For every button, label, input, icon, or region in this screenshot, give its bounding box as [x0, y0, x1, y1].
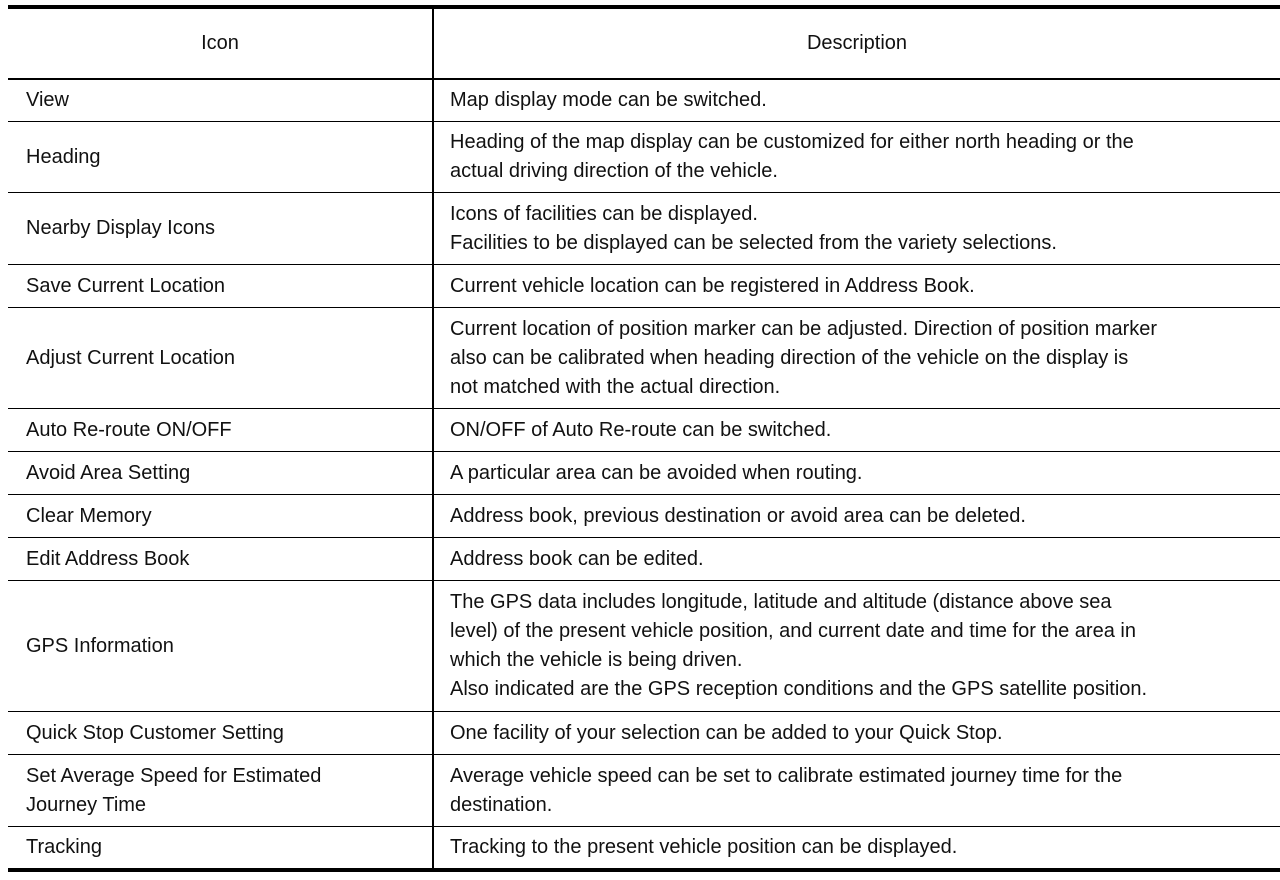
table-row	[8, 265, 1280, 308]
icon-cell: Auto Re-route ON/OFF	[8, 409, 433, 452]
icon-cell: Save Current Location	[8, 265, 433, 308]
description-cell: Icons of facilities can be displayed. Facilities to be displayed can be selected from the variety selections.	[433, 193, 1280, 265]
icon-cell: Clear Memory	[8, 495, 433, 538]
description-cell: One facility of your selection can be added to your Quick Stop.	[433, 712, 1280, 755]
icon-cell: View	[8, 79, 433, 122]
description-cell: ON/OFF of Auto Re-route can be switched.	[433, 409, 1280, 452]
table-row	[8, 581, 1280, 712]
icon-cell: Avoid Area Setting	[8, 452, 433, 495]
description-cell: Address book can be edited.	[433, 538, 1280, 581]
table-row	[8, 827, 1280, 871]
description-cell: A particular area can be avoided when routing.	[433, 452, 1280, 495]
description-cell: Current location of position marker can be adjusted. Direction of position marker also can be calibrated when heading direction of the vehicle on the display is not matched with the actual direction.	[433, 308, 1280, 409]
description-cell: Average vehicle speed can be set to calibrate estimated journey time for the destination.	[433, 755, 1280, 827]
header-row	[8, 7, 1280, 79]
table-row	[8, 409, 1280, 452]
icon-cell: GPS Information	[8, 581, 433, 712]
header-icon: Icon	[8, 7, 433, 79]
description-cell: Address book, previous destination or avoid area can be deleted.	[433, 495, 1280, 538]
icon-description-table	[8, 5, 1280, 872]
table-row	[8, 308, 1280, 409]
description-cell: The GPS data includes longitude, latitude and altitude (distance above sea level) of the present vehicle position, and current date and time for the area in which the vehicle is being driven. Also indicated are the GPS reception conditions and the GPS satellite position.	[433, 581, 1280, 712]
description-cell: Heading of the map display can be customized for either north heading or the actual driving direction of the vehicle.	[433, 122, 1280, 193]
table-row	[8, 452, 1280, 495]
table-body	[8, 79, 1280, 870]
icon-cell: Set Average Speed for Estimated Journey Time	[8, 755, 433, 827]
table-row	[8, 495, 1280, 538]
table-row	[8, 755, 1280, 827]
icon-cell: Quick Stop Customer Setting	[8, 712, 433, 755]
header-description: Description	[433, 7, 1280, 79]
description-cell: Map display mode can be switched.	[450, 89, 767, 111]
description-cell: Tracking to the present vehicle position can be displayed.	[433, 827, 1280, 871]
icon-cell: Tracking	[8, 827, 433, 871]
table-row	[8, 79, 1280, 122]
icon-cell: Heading	[8, 122, 433, 193]
table-row	[8, 122, 1280, 193]
table-row	[8, 193, 1280, 265]
table-row	[8, 712, 1280, 755]
icon-cell: Nearby Display Icons	[8, 193, 433, 265]
icon-cell: Adjust Current Location	[8, 308, 433, 409]
icon-cell: Edit Address Book	[8, 538, 433, 581]
description-cell: Current vehicle location can be registered in Address Book.	[433, 265, 1280, 308]
table-row	[8, 538, 1280, 581]
table-header	[8, 7, 1280, 79]
